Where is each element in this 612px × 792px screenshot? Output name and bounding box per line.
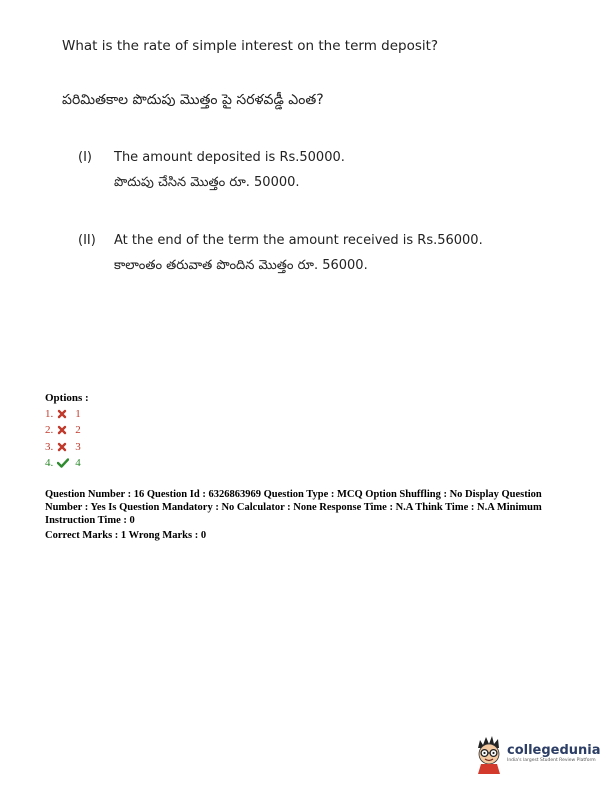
option-number: 3. [45, 441, 54, 453]
option-value: 4 [75, 457, 81, 469]
logo-brand: collegedunia [507, 743, 601, 758]
option-value: 1 [75, 408, 81, 420]
statement-english: The amount deposited is Rs.50000. [114, 150, 345, 165]
statement-telugu: కాలాంతం తరువాత పొందిన మొత్తం రూ. 56000. [114, 258, 368, 273]
question-metadata [45, 488, 575, 542]
options-title: Options : [45, 392, 89, 404]
option-number: 2. [45, 424, 54, 436]
option-value: 2 [75, 424, 81, 436]
collegedunia-logo [474, 730, 602, 778]
cross-icon [57, 409, 71, 419]
option-4 [45, 457, 81, 469]
question-english: What is the rate of simple interest on the term deposit? [62, 38, 439, 54]
metadata-details: Question Number : 16 Question Id : 6326863969 Question Type : MCQ Option Shuffling : No Display Question Number : Yes Is Question Mandatory : No Calculator : None Response Time : N.A Think Time : N.A Minimum Instruction Time : 0 [45, 489, 542, 526]
option-number: 1. [45, 408, 54, 420]
statement-1 [78, 150, 345, 193]
statement-number: (I) [78, 150, 92, 165]
option-value: 3 [75, 441, 81, 453]
option-3 [45, 441, 81, 453]
cross-icon [57, 425, 71, 435]
option-2 [45, 424, 81, 436]
statement-telugu: పొదుపు చేసిన మొత్తం రూ. 50000. [114, 175, 300, 190]
cross-icon [57, 442, 71, 452]
option-number: 4. [45, 457, 54, 469]
logo-tagline: India's largest Student Review Platform [507, 758, 596, 763]
statement-english: At the end of the term the amount received is Rs.56000. [114, 233, 483, 248]
question-telugu: పరిమితకాల పొదుపు మొత్తం పై సరళవడ్డీ ఎంత? [62, 92, 324, 108]
marks-info: Correct Marks : 1 Wrong Marks : 0 [45, 530, 207, 541]
statement-2 [78, 233, 483, 276]
statement-number: (II) [78, 233, 96, 248]
checkmark-icon [57, 458, 71, 468]
mascot-icon [474, 734, 504, 774]
option-1 [45, 408, 81, 420]
